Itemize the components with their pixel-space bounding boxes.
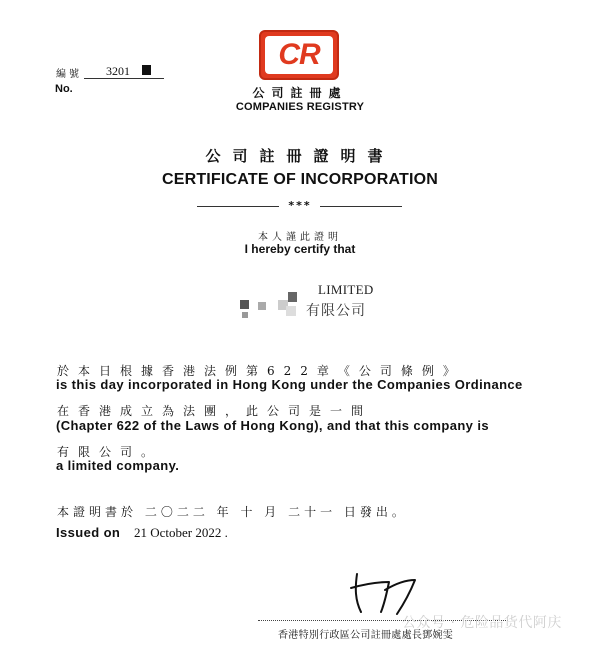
body-line-3-en: a limited company. xyxy=(56,458,180,473)
logo-mark: CR xyxy=(278,38,320,71)
company-name-en: LIMITED xyxy=(318,282,374,297)
divider-left xyxy=(197,206,279,207)
body-line-2-zh: 在香港成立為法團，此公司是一間 xyxy=(57,404,373,418)
redaction-block xyxy=(242,312,248,318)
certificate-title-zh: 公司註冊證明書 xyxy=(205,147,395,165)
body-line-3-zh: 有限公司。 xyxy=(57,445,163,459)
redaction-block xyxy=(288,292,297,302)
body-line-1-zh: 於本日根據香港法例第622章《公司條例》 xyxy=(57,364,464,378)
issue-date-en: 21 October 2022 . xyxy=(134,525,228,540)
redaction-block xyxy=(240,300,249,309)
registration-label-zh: 編號 xyxy=(56,69,82,80)
registry-name-en: COMPANIES REGISTRY xyxy=(235,101,365,113)
registrar-signature xyxy=(345,568,425,618)
registration-label-en: No. xyxy=(55,83,73,95)
logo-inner xyxy=(265,36,333,74)
divider-right xyxy=(320,206,402,207)
registration-underline xyxy=(84,78,164,79)
certify-statement-en: I hereby certify that xyxy=(244,242,356,256)
redaction-block xyxy=(258,302,266,310)
certificate-title-en: CERTIFICATE OF INCORPORATION xyxy=(161,171,439,188)
redaction-mark xyxy=(142,65,151,75)
company-name-redacted xyxy=(238,290,308,320)
registry-name-zh: 公司註冊處 xyxy=(252,86,348,100)
divider-stars: *** xyxy=(288,199,312,212)
company-name-zh: 有限公司 xyxy=(306,303,366,319)
registration-number: 3201 xyxy=(106,64,130,78)
body-line-1-en: is this day incorporated in Hong Kong under the Companies Ordinance xyxy=(56,377,523,392)
watermark-text: 公众号 · 危险品货代阿庆 xyxy=(402,615,562,631)
registrar-title-zh: 香港特別行政區公司註冊處處長鄧婉雯 xyxy=(278,630,454,641)
body-line-2-en: (Chapter 622 of the Laws of Hong Kong), and that this company is xyxy=(56,418,489,433)
issued-on-label: Issued on xyxy=(56,525,121,540)
issue-date-zh: 本證明書於 二〇二二 年 十 月 二十一 日發出。 xyxy=(57,505,408,519)
companies-registry-logo xyxy=(259,30,339,80)
redaction-block xyxy=(286,306,296,316)
certify-statement-zh: 本人謹此證明 xyxy=(258,232,342,243)
